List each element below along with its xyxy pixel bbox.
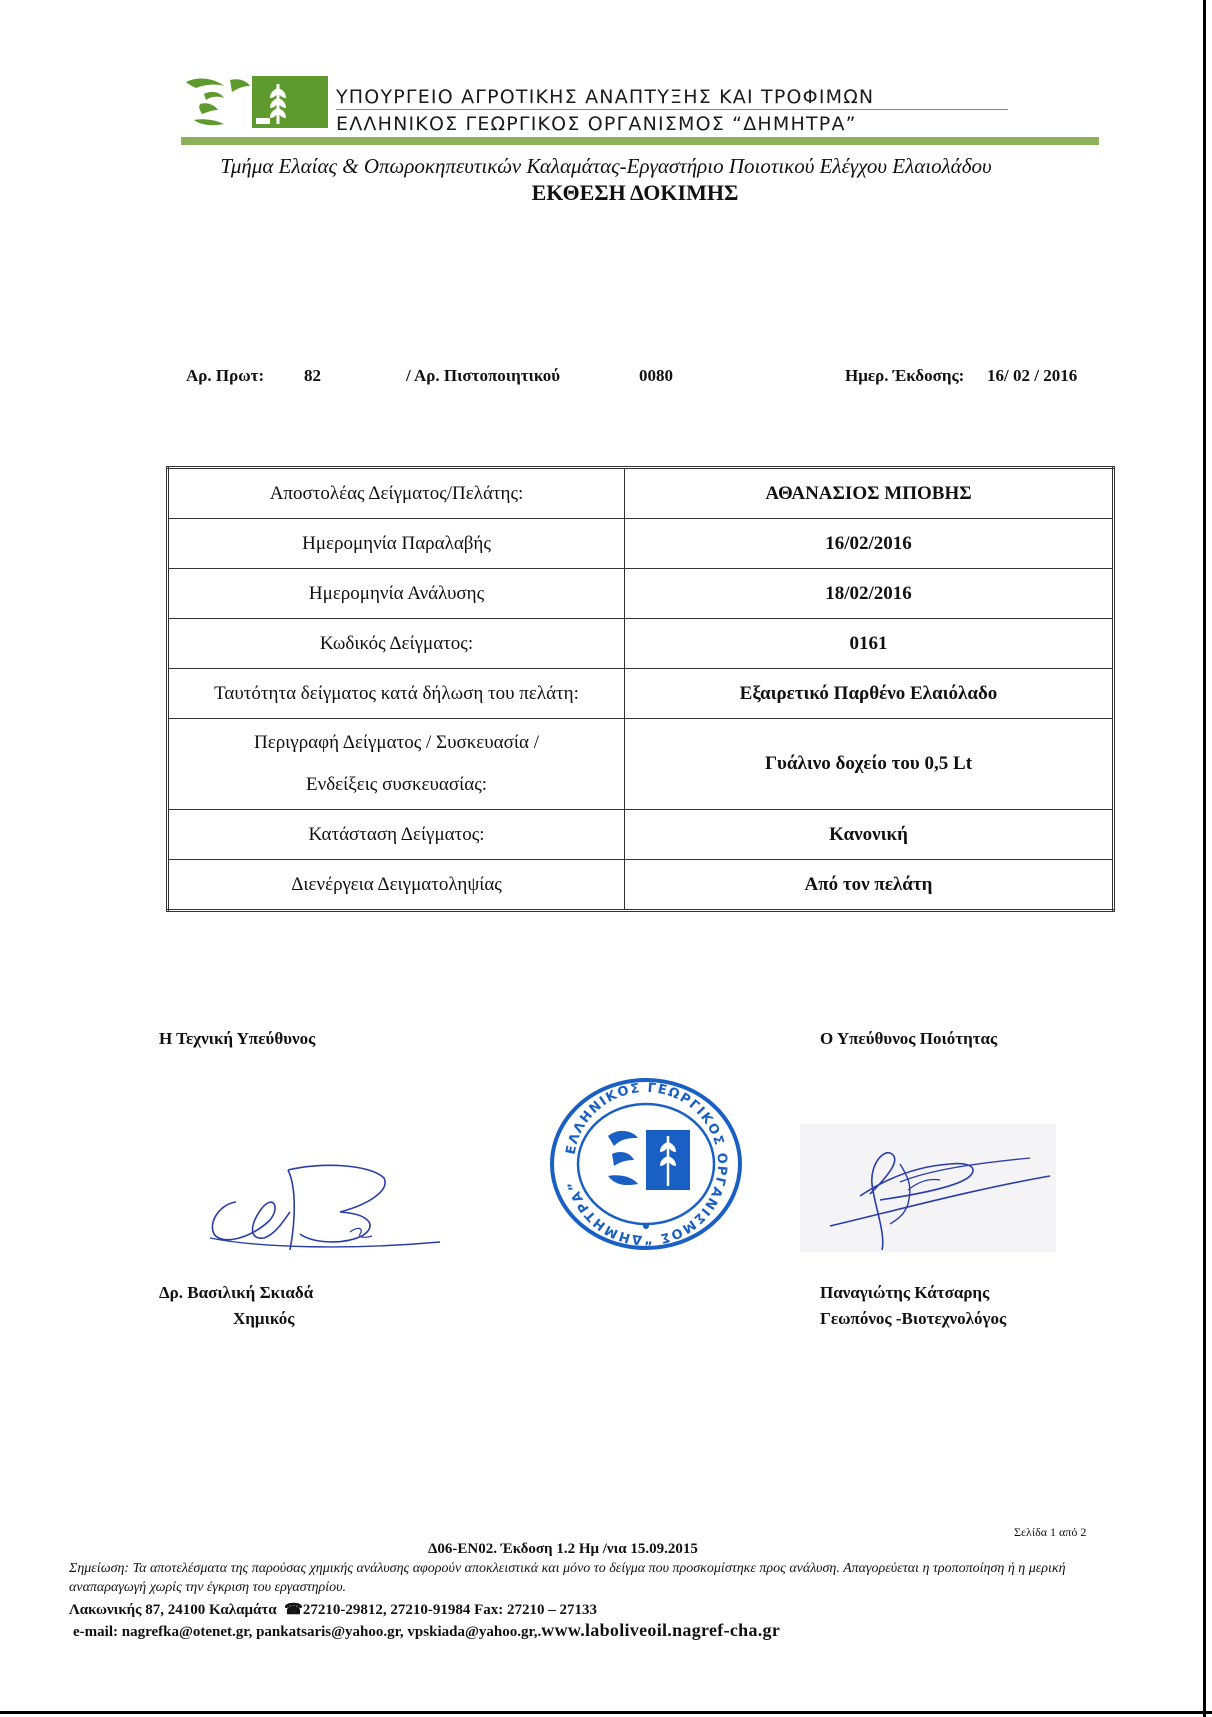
- protocol-number: 82: [304, 366, 321, 385]
- address-text: Λακωνικής 87, 24100 Καλαμάτα: [69, 1602, 277, 1618]
- row-label: Ημερομηνία Παραλαβής: [168, 519, 625, 569]
- document-title: ΕΚΘΕΣΗ ΔΟΚΙΜΗΣ: [531, 180, 739, 205]
- row-label: Ημερομηνία Ανάλυσης: [168, 569, 625, 619]
- demeter-logo-icon: [182, 74, 328, 130]
- table-row: [168, 519, 1114, 569]
- page-border-bottom: [0, 1711, 1212, 1714]
- protocol-label: Αρ. Πρωτ:: [186, 366, 265, 385]
- row-label-line2: Ενδείξεις συσκευασίας:: [306, 774, 487, 795]
- page-border-right: [1203, 0, 1206, 1717]
- technical-manager-name: Δρ. Βασιλική Σκιαδά: [159, 1283, 314, 1302]
- seal-text: ΕΛΛΗΝΙΚΟΣ ΓΕΩΡΓΙΚΟΣ ΟΡΓΑΝΙΣΜΟΣ “ΔΗΜΗΤΡΑ”: [563, 1080, 730, 1248]
- page-number: Σελίδα 1 από 2: [1014, 1525, 1087, 1539]
- document-code: Δ06-ΕΝ02. Έκδοση 1.2 Ημ /νια 15.09.2015: [428, 1541, 698, 1557]
- technical-manager-signature: [200, 1142, 445, 1252]
- technical-manager-role: Χημικός: [233, 1309, 295, 1328]
- quality-manager-name: Παναγιώτης Κάτσαρης: [820, 1283, 990, 1302]
- row-label: Διενέργεια Δειγματοληψίας: [168, 860, 625, 911]
- phone-numbers: 27210-29812, 27210-91984 Fax: 27210 – 27133: [302, 1602, 598, 1618]
- row-label-line1: Περιγραφή Δείγματος / Συσκευασία /: [254, 732, 539, 753]
- table-row: [168, 468, 1114, 519]
- row-value: 18/02/2016: [625, 569, 1114, 619]
- row-value: Από τον πελάτη: [625, 860, 1114, 911]
- issue-date-label: Ημερ. Έκδοσης:: [845, 366, 965, 385]
- row-label: Κατάσταση Δείγματος:: [168, 810, 625, 860]
- quality-manager-title: Ο Υπεύθυνος Ποιότητας: [820, 1029, 998, 1048]
- row-label: Ταυτότητα δείγματος κατά δήλωση του πελάτη:: [168, 669, 625, 719]
- table-row: [168, 810, 1114, 860]
- department-name: Τμήμα Ελαίας & Οπωροκηπευτικών Καλαμάτας-Εργαστήριο Ποιοτικού Ελέγχου Ελαιολάδου: [220, 154, 992, 178]
- certificate-label: / Αρ. Πιστοποιητικού: [406, 366, 561, 385]
- row-label: Αποστολέας Δείγματος/Πελάτης:: [168, 468, 625, 519]
- table-row: [168, 719, 1114, 810]
- row-label: [168, 719, 625, 810]
- header-green-bar: [181, 137, 1099, 145]
- row-label: Κωδικός Δείγματος:: [168, 619, 625, 669]
- disclaimer-note: Σημείωση: Τα αποτελέσματα της παρούσας χημικής ανάλυσης αφορούν αποκλειστικά και μόνο το δείγμα που προσκομίστηκε προς ανάλυση. Απαγορεύεται η τροποποίηση ή η μερική αναπαραγωγή χωρίς την έγκριση του εργαστηρίου.: [69, 1561, 1066, 1595]
- website-link[interactable]: www.laboliveoil.nagref-cha.gr: [541, 1620, 781, 1640]
- issue-date-value: 16/ 02 / 2016: [987, 366, 1078, 385]
- row-value: Εξαιρετικό Παρθένο Ελαιόλαδο: [625, 669, 1114, 719]
- quality-manager-role: Γεωπόνος -Βιοτεχνολόγος: [820, 1309, 1007, 1328]
- certificate-number: 0080: [639, 366, 673, 385]
- organization-name: ΕΛΛΗΝΙΚΟΣ ΓΕΩΡΓΙΚΟΣ ΟΡΓΑΝΙΣΜΟΣ “ΔΗΜΗΤΡΑ”: [336, 113, 857, 135]
- sample-info-table: [166, 466, 1115, 912]
- official-seal-icon: [546, 1076, 746, 1252]
- row-value: 0161: [625, 619, 1114, 669]
- phone-icon: ☎: [280, 1602, 303, 1618]
- lab-address: [69, 1600, 597, 1619]
- header-divider: [336, 109, 1008, 110]
- row-value: Κανονική: [625, 810, 1114, 860]
- ministry-name: ΥΠΟΥΡΓΕΙΟ ΑΓΡΟΤΙΚΗΣ ΑΝΑΠΤΥΞΗΣ ΚΑΙ ΤΡΟΦΙΜΩΝ: [336, 86, 875, 108]
- row-value: 16/02/2016: [625, 519, 1114, 569]
- technical-manager-title: Η Τεχνική Υπεύθυνος: [159, 1029, 316, 1048]
- table-row: [168, 860, 1114, 911]
- table-row: [168, 619, 1114, 669]
- row-value: Γυάλινο δοχείο του 0,5 Lt: [625, 719, 1114, 810]
- table-row: [168, 569, 1114, 619]
- quality-manager-signature: [800, 1124, 1056, 1252]
- email-list: e-mail: nagrefka@otenet.gr, pankatsaris@yahoo.gr, vpskiada@yahoo.gr,.: [73, 1624, 542, 1640]
- contact-emails: [73, 1620, 780, 1641]
- row-value: ΑΘΑΝΑΣΙΟΣ ΜΠΟΒΗΣ: [625, 468, 1114, 519]
- table-row: [168, 669, 1114, 719]
